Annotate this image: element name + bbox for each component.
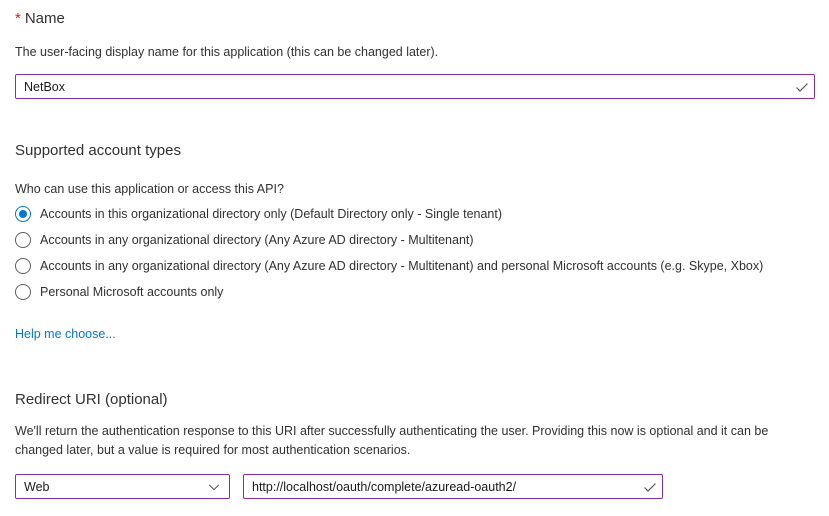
name-section-heading xyxy=(15,10,65,27)
account-types-question: Who can use this application or access this API? xyxy=(15,182,284,196)
radio-button-icon[interactable] xyxy=(15,206,31,222)
radio-button-icon[interactable] xyxy=(15,232,31,248)
platform-dropdown[interactable] xyxy=(15,474,230,499)
platform-dropdown-value: Web xyxy=(24,479,50,494)
radio-multitenant-personal[interactable]: Accounts in any organizational directory (Any Azure AD directory - Multitenant) and personal Microsoft accounts (e.g. Skype, Xbox) xyxy=(15,258,763,274)
radio-button-icon[interactable] xyxy=(15,258,31,274)
redirect-uri-description: We'll return the authentication response to this URI after successfully authenticating the user. Providing this now is optional and it can be changed later, but a value is required for most authentication scenarios. xyxy=(15,424,769,457)
redirect-uri-heading: Redirect URI (optional) xyxy=(15,391,168,408)
redirect-uri-input[interactable] xyxy=(243,474,663,499)
radio-single-tenant[interactable]: Accounts in this organizational directory only (Default Directory only - Single tenant) xyxy=(15,206,502,222)
name-description: The user-facing display name for this application (this can be changed later). xyxy=(15,45,439,59)
required-asterisk: * xyxy=(15,10,21,27)
chevron-down-icon xyxy=(207,480,221,494)
name-input[interactable] xyxy=(15,74,815,99)
help-me-choose-link[interactable]: Help me choose... xyxy=(15,327,116,341)
radio-button-icon[interactable] xyxy=(15,284,31,300)
radio-multitenant[interactable]: Accounts in any organizational directory (Any Azure AD directory - Multitenant) xyxy=(15,232,474,248)
name-label: Name xyxy=(24,10,65,27)
account-types-heading: Supported account types xyxy=(15,142,181,159)
radio-personal-only[interactable]: Personal Microsoft accounts only xyxy=(15,284,223,300)
